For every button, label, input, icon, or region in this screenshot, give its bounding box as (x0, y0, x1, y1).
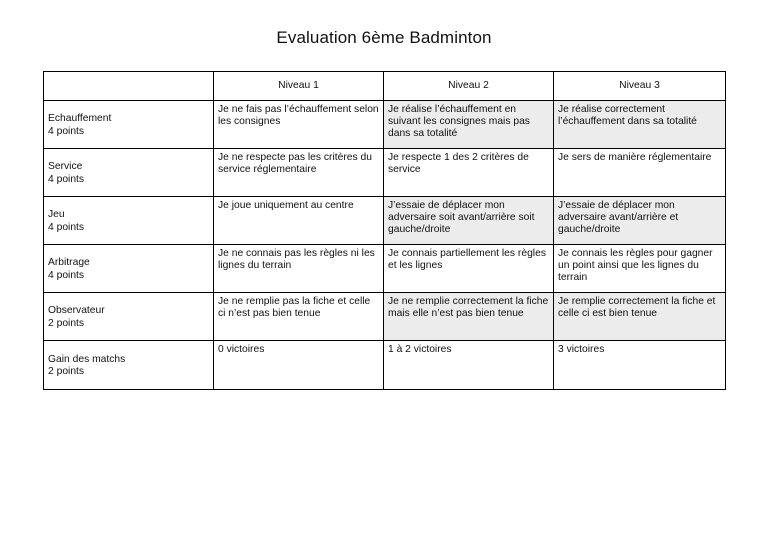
criterion-cell (44, 245, 214, 293)
evaluation-table (43, 71, 726, 390)
table-row-echauffement (44, 101, 726, 149)
level-2-cell: Je ne remplie correctement la fiche mais elle n’est pas bien tenue (384, 293, 554, 341)
table-row-gain-des-matchs (44, 341, 726, 390)
criterion-points: 2 points (48, 366, 85, 377)
criterion-cell (44, 293, 214, 341)
level-3-cell: Je connais les règles pour gagner un point ainsi que les lignes du terrain (554, 245, 726, 293)
level-3-cell: 3 victoires (554, 341, 726, 390)
criterion-points: 2 points (48, 317, 85, 329)
criterion-name: Arbitrage (48, 257, 90, 269)
header-niveau-2: Niveau 2 (384, 72, 554, 101)
level-1-cell: Je ne connais pas les règles ni les lignes du terrain (214, 245, 384, 293)
criterion-name: Service (48, 161, 83, 173)
criterion-name: Jeu (48, 209, 65, 221)
criterion-cell (44, 149, 214, 197)
document-title: Evaluation 6ème Badminton (276, 28, 492, 47)
table-row-observateur (44, 293, 726, 341)
criterion-cell (44, 197, 214, 245)
criterion-name: Echauffement (48, 113, 112, 125)
criterion-name: Gain des matchs (48, 353, 126, 365)
criterion-points: 4 points (48, 173, 85, 185)
criterion-points: 4 points (48, 269, 85, 281)
criterion-cell (44, 341, 214, 390)
level-2-cell: J’essaie de déplacer mon adversaire soit avant/arrière soit gauche/droite (384, 197, 554, 245)
level-3-cell: Je sers de manière réglementaire (554, 149, 726, 197)
table-row-service (44, 149, 726, 197)
level-3-cell: J’essaie de déplacer mon adversaire avant/arrière et gauche/droite (554, 197, 726, 245)
level-3-cell: Je réalise correctement l’échauffement dans sa totalité (554, 101, 726, 149)
criterion-points: 4 points (48, 221, 85, 233)
table-row-arbitrage (44, 245, 726, 293)
header-niveau-1: Niveau 1 (214, 72, 384, 101)
criterion-points: 4 points (48, 125, 85, 137)
table-row-jeu (44, 197, 726, 245)
level-2-cell: 1 à 2 victoires (384, 341, 554, 390)
level-2-cell: Je réalise l’échauffement en suivant les consignes mais pas dans sa totalité (384, 101, 554, 149)
level-2-cell: Je respecte 1 des 2 critères de service (384, 149, 554, 197)
level-1-cell: Je ne remplie pas la fiche et celle ci n’est pas bien tenue (214, 293, 384, 341)
table-header-row (44, 72, 726, 101)
header-corner-cell (44, 72, 214, 101)
criterion-cell (44, 101, 214, 149)
level-1-cell: Je ne fais pas l’échauffement selon les consignes (214, 101, 384, 149)
level-1-cell: Je joue uniquement au centre (214, 197, 384, 245)
level-1-cell: Je ne respecte pas les critères du service réglementaire (214, 149, 384, 197)
level-3-cell: Je remplie correctement la fiche et celle ci est bien tenue (554, 293, 726, 341)
header-niveau-3: Niveau 3 (554, 72, 726, 101)
level-1-cell: 0 victoires (214, 341, 384, 390)
criterion-name: Observateur (48, 305, 105, 317)
level-2-cell: Je connais partiellement les règles et les lignes (384, 245, 554, 293)
